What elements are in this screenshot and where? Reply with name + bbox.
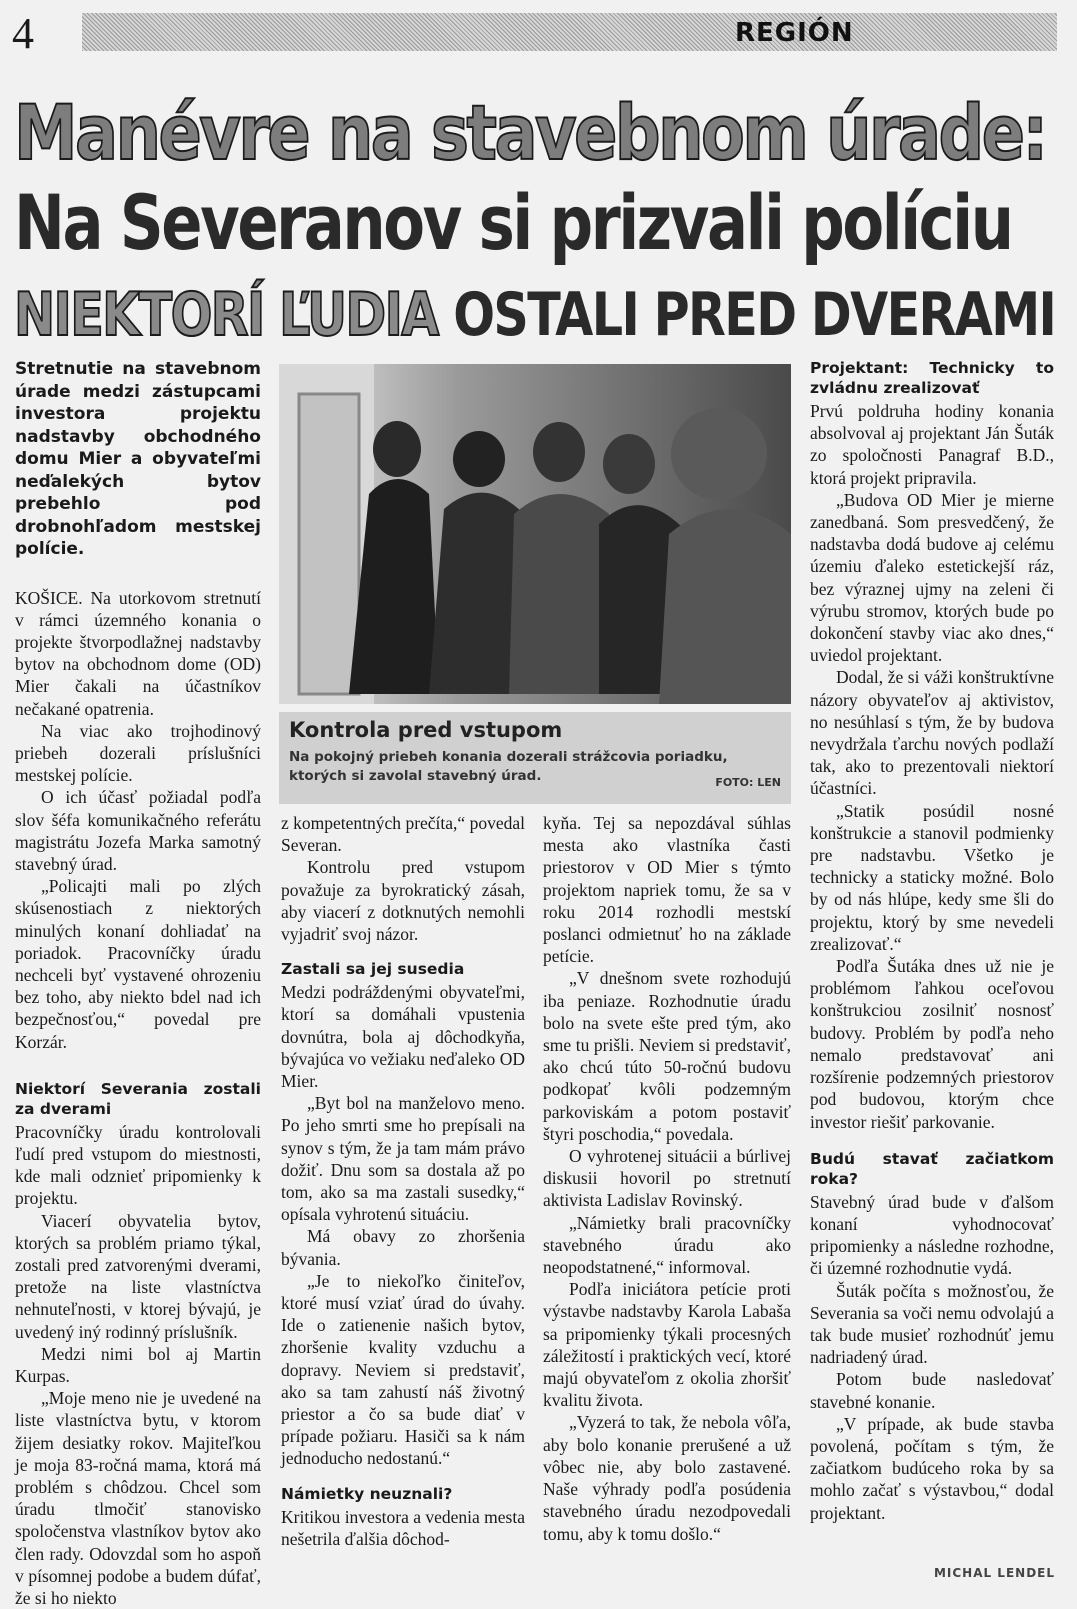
news-photo [279, 364, 791, 704]
paragraph: Dodal, že si váži konštruktívne názory obyvateľov aj aktivistov, no nesúhlasí s tým, že by budova nevydržala ťarchu nových podlaží tak, ako to prezentovali niektorí účastníci. [810, 667, 1054, 799]
paragraph: Podľa iniciátora petície proti výstavbe nadstavby Karola Labaša sa pripomienky týkali procesných záležitostí i praktických vecí, ktoré majú obyvateľom z okolia zhoršiť kvalitu života. [543, 1279, 791, 1411]
paragraph: Na viac ako trojhodinový priebeh dozerali príslušníci mestskej polície. [15, 720, 261, 786]
paragraph: „Policajti mali po zlých skúsenostiach z niektorých minulých konaní dohliadať na poriadok. Pracovníčky úradu nechceli byť vystavené ohrozeniu bez toho, aby niekto bdel nad ich bezpečnosťou,“ povedal pre Korzár. [15, 876, 261, 1052]
paragraph: z kompetentných prečíta,“ povedal Severan. [281, 813, 525, 856]
paragraph: Kontrolu pred vstupom považuje za byrokratický zásah, aby viacerí z dotknutých nemohli vyjadriť svoj názor. [281, 857, 525, 945]
photo-credit: FOTO: LEN [715, 776, 781, 789]
paragraph: Viacerí obyvatelia bytov, ktorých sa problém priamo týkal, zostali pred zatvorenými dverami, pretože na liste vlastníctva nehnuteľnosti, v ktorej bývajú, je uvedený iný rodinný príslušník. [15, 1210, 261, 1342]
paragraph: Šuták počíta s možnosťou, že Severania sa voči nemu odvolajú a tak bude musieť rozhodnúť jemu nadriadený úrad. [810, 1280, 1054, 1368]
paragraph: Medzi nimi bol aj Martin Kurpas. [15, 1343, 261, 1386]
paragraph: kyňa. Tej sa nepozdával súhlas mesta ako vlastníka časti priestorov v OD Mier s týmto projektom napriek tomu, že sa v roku 2014 rozhodli mestskí poslanci odmietnuť ho na základe petície. [543, 813, 791, 967]
section-band [82, 13, 1057, 51]
paragraph: Má obavy zo zhoršenia bývania. [281, 1226, 525, 1269]
subheading: Námietky neuznali? [281, 1484, 453, 1503]
photo-people-in-corridor [279, 364, 791, 704]
paragraph: „Statik posúdil nosné konštrukcie a stanovil podmienky pre nadstavbu. Všetko je technicky a staticky možné. Bolo by od nás hlúpe, kedy sme šli do projektu, ktorý by sme nevedeli zrealizovať.“ [810, 800, 1054, 954]
paragraph: O ich účasť požiadal podľa slov šéfa komunikačného referátu magistrátu Jozefa Marka samotný stavebný úrad. [15, 787, 261, 874]
subheading: Zastali sa jej susedia [281, 960, 465, 979]
headline-kicker [14, 280, 1055, 350]
paragraph: „Je to niekoľko činiteľov, ktoré musí vziať úrad do úvahy. Ide o zatienenie našich bytov, zhoršenie kvality vzduchu a dopravy. Neviem si predstaviť, ako sa tam zahustí náš životný priestor a čo sa bude diať v prípade požiaru. Hasiči sa k nám jednoducho nedostanú.“ [281, 1270, 525, 1469]
paragraph: KOŠICE. Na utorkovom stretnutí v rámci územného konania o projekte štvorpodlažnej nadstavby bytov na obchodnom dome (OD) Mier čakali na účastníkov nečakané opatrenia. [15, 587, 261, 719]
page-number: 4 [12, 9, 34, 58]
subheading: Budú stavať začiatkom roka? [810, 1149, 1054, 1188]
article-lead: Stretnutie na stavebnom úrade medzi zástupcami investora projektu nadstavby obchodného domu Mier a obyvateľmi neďalekých bytov prebehlo pod drobnohľadom mestskej polície. [15, 359, 261, 559]
article-column-2 [281, 812, 525, 1550]
paragraph: „V prípade, ak bude stavba povolená, počítam s tým, že začiatkom budúceho roka by sa mohlo začať s výstavbou,“ dodal projektant. [810, 1413, 1054, 1523]
paragraph: Pracovníčky úradu kontrolovali ľudí pred vstupom do miestnosti, kde mali odzniet̕ pripomienky k projektu. [15, 1121, 261, 1209]
article-column-4 [810, 358, 1054, 1524]
paragraph: Prvú poldruha hodiny konania absolvoval aj projektant Ján Šuták zo spoločnosti Panagraf B.D., ktorá projekt pripravila. [810, 401, 1054, 488]
article-column-3 [543, 812, 791, 1545]
headline-line-2: Na Severanov si prizvali políciu [14, 178, 1012, 267]
paragraph: Medzi podráždenými obyvateľmi, ktorí sa domáhali vpustenia dovnútra, bola aj dôchodkyňa, bývajúca vo vežiaku neďaleko OD Mier. [281, 982, 525, 1092]
paragraph: „V dnešnom svete rozhodujú iba peniaze. Rozhodnutie úradu bolo na svete ešte pred tým, ako sme tu prišli. Neviem si predstaviť, ako chcú túto 50-ročnú budovu podkopať kvôli podzemným parkoviskám a potom postaviť štyri poschodia,“ povedala. [543, 968, 791, 1144]
photo-caption-title: Kontrola pred vstupom [289, 718, 563, 742]
paragraph: „Námietky brali pracovníčky stavebného úradu ako neopodstatnené,“ informoval. [543, 1212, 791, 1278]
paragraph: „Budova OD Mier je mierne zanedbaná. Som presvedčený, že nadstavba dodá budove aj celému územiu ďaleko estetickejší ráz, bez výraznej ujmy na zeleni či výrubu stromov, ktorých bude po dokončení stavby viac ako dnes,“ uviedol projektant. [810, 489, 1054, 666]
subheading: Projektant: Technicky to zvládnu zrealizovať [810, 359, 1054, 397]
author-byline: MICHAL LENDEL [933, 1566, 1055, 1580]
headline-line-1: Manévre na stavebnom úrade: [14, 88, 1046, 177]
paragraph: „Moje meno nie je uvedené na liste vlastníctva bytu, v ktorom žijem desiatky rokov. Majiteľkou je moja 83-ročná mama, ktorá má problém s chôdzou. Chcel som úradu tlmočiť stanovisko spoločenstva vlastníkov bytov ako člen rady. Odovzdal som ho aspoň v písomnej podobe a budem dúfať, že si ho niekto [15, 1388, 261, 1609]
paragraph: Potom bude nasledovať stavebné konanie. [810, 1369, 1054, 1412]
article-column-1 [15, 358, 261, 1609]
photo-caption-text: Na pokojný priebeh konania dozerali strážcovia poriadku, ktorých si zavolal stavebný úrad. [289, 749, 728, 784]
photo-caption-box [279, 712, 791, 804]
paragraph: „Vyzerá to tak, že nebola vôľa, aby bolo konanie prerušené a už vôbec nie, aby bolo zastavené. Naše výhrady podľa posúdenia stavebného úradu nezodpovedali tomu, aby k tomu došlo.“ [543, 1412, 791, 1544]
paragraph: Stavebný úrad bude v ďalšom konaní vyhodnocovať pripomienky a následne rozhodne, či územné rozhodnutie vydá. [810, 1191, 1054, 1279]
subheading: Niektorí Severania zostali za dverami [15, 1079, 261, 1118]
kicker-gray: NIEKTORÍ ĽUDIA [14, 280, 438, 350]
kicker-black: OSTALI PRED DVERAMI [453, 280, 1056, 350]
paragraph: „Byt bol na manželovo meno. Po jeho smrti sme ho prepísali na synov s tým, že ja tam mám právo dožiť. Dnu som sa dostala až po tom, ako sa ma zastali susedky,“ opísala vyhrotenú situáciu. [281, 1093, 525, 1225]
paragraph: Kritikou investora a vedenia mesta nešetrila ďalšia dôchod- [281, 1506, 525, 1549]
section-label: REGIÓN [735, 18, 854, 48]
paragraph: Podľa Šutáka dnes už nie je problémom ľahkou oceľovou konštrukciou zosilniť nosnosť budovy. Problém by podľa neho nemalo predstavovať ani rozšírenie podzemných priestorov pod budovou, ktorým chce investor riešiť parkovanie. [810, 956, 1054, 1132]
paragraph: O vyhrotenej situácii a búrlivej diskusii hovoril po stretnutí aktivista Ladislav Rovinský. [543, 1146, 791, 1211]
